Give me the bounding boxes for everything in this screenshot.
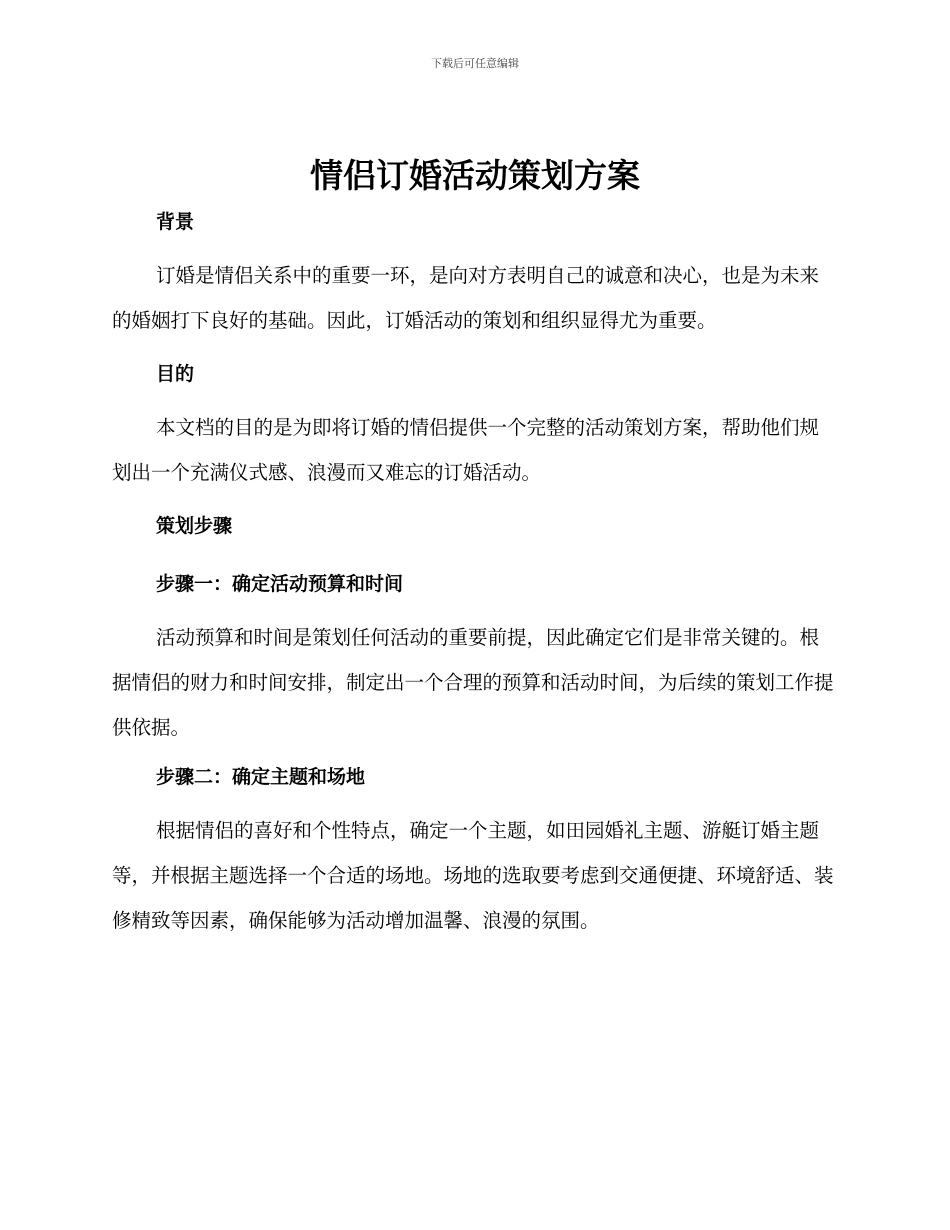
document-title: 情侣订婚活动策划方案 (310, 156, 640, 195)
section-heading-background: 背景 (156, 211, 195, 233)
step2-text: 根据情侣的喜好和个性特点，确定一个主题，如田园婚礼主题、游艇订婚主题等，并根据主题选择一个合适的场地。场地的选取要考虑到交通便捷、环境舒适、装修精致等因素，确保能够为活动增加温馨、浪漫的氛围。 (112, 819, 834, 932)
section-heading-purpose: 目的 (156, 363, 195, 385)
step1-heading: 步骤一：确定活动预算和时间 (156, 573, 404, 595)
section-text-purpose: 本文档的目的是为即将订婚的情侣提供一个完整的活动策划方案，帮助他们规划出一个充满仪式感、浪漫而又难忘的订婚活动。 (112, 416, 820, 484)
header-note: 下载后可任意编辑 (431, 57, 519, 70)
step1-text: 活动预算和时间是策划任何活动的重要前提，因此确定它们是非常关键的。根据情侣的财力和时间安排，制定出一个合理的预算和活动时间，为后续的策划工作提供依据。 (112, 626, 834, 739)
step2-heading: 步骤二：确定主题和场地 (156, 766, 366, 788)
section-heading-steps: 策划步骤 (156, 515, 233, 537)
document-body (112, 203, 838, 943)
section-text-background: 订婚是情侣关系中的重要一环，是向对方表明自己的诚意和决心，也是为未来的婚姻打下良好的基础。因此，订婚活动的策划和组织显得尤为重要。 (112, 264, 820, 332)
